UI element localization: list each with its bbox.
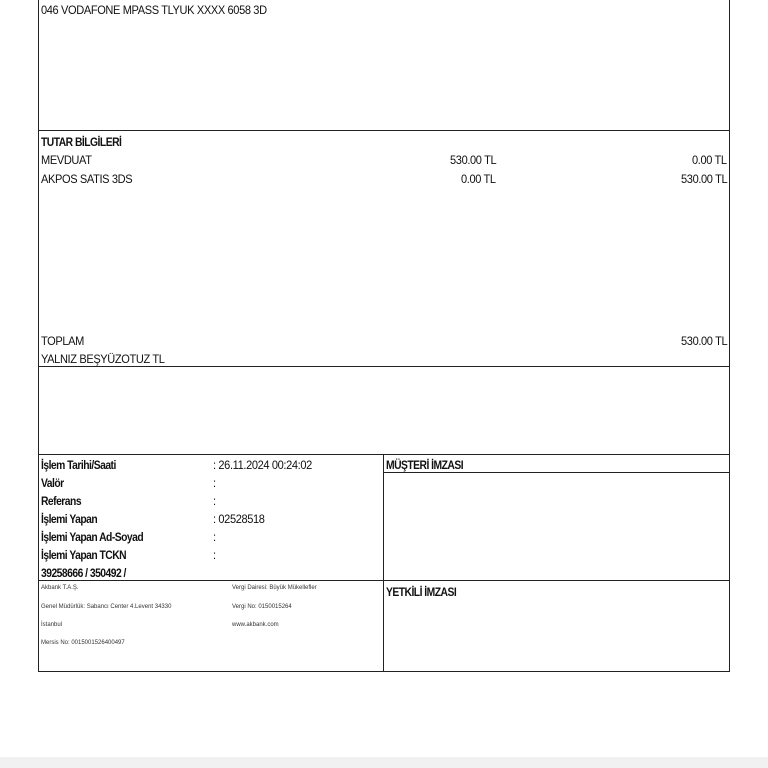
company-hq: Genel Müdürlük: Sabancı Center 4.Levent 34330 bbox=[41, 604, 172, 610]
transaction-description: 046 VODAFONE MPASS TLYUK XXXX 6058 3D bbox=[41, 3, 267, 17]
divider-top-section bbox=[38, 130, 730, 131]
customer-signature-label: MÜŞTERİ İMZASI bbox=[386, 458, 464, 472]
detail-label-operator: İşlemi Yapan bbox=[41, 512, 98, 526]
detail-value-operator: : 02528518 bbox=[213, 512, 265, 526]
page-bottom-strip bbox=[0, 757, 768, 768]
amounts-heading: TUTAR BİLGİLERİ bbox=[41, 135, 122, 149]
authorized-signature-label: YETKİLİ İMZASI bbox=[386, 585, 457, 599]
company-mersis: Mersis No: 0015001526400497 bbox=[41, 640, 125, 646]
company-tax-no: Vergi No: 0150015264 bbox=[232, 604, 292, 610]
amount-in-words: YALNIZ BEŞYÜZOTUZ TL bbox=[41, 352, 165, 366]
detail-value-valor: : bbox=[213, 476, 216, 490]
divider-footer-top bbox=[38, 580, 730, 581]
amount-row-label: AKPOS SATIS 3DS bbox=[41, 172, 133, 186]
amount-row-label: MEVDUAT bbox=[41, 153, 92, 167]
company-city: İstanbul bbox=[41, 622, 63, 628]
divider-details-top bbox=[38, 454, 730, 455]
total-label: TOPLAM bbox=[41, 334, 84, 348]
left-border-lower bbox=[38, 580, 39, 672]
detail-value-reference: : bbox=[213, 494, 216, 508]
detail-label-operator-tckn: İşlemi Yapan TCKN bbox=[41, 548, 127, 562]
company-website: www.akbank.com bbox=[232, 622, 279, 628]
detail-label-valor: Valör bbox=[41, 476, 64, 490]
right-border bbox=[729, 0, 730, 672]
detail-value-operator-tckn: : bbox=[213, 548, 216, 562]
amount-row-credit: 530.00 TL bbox=[680, 172, 727, 186]
detail-label-reference: Referans bbox=[41, 494, 82, 508]
divider-after-words bbox=[38, 366, 730, 367]
company-tax-office: Vergi Dairesi: Büyük Mükellefler bbox=[232, 585, 317, 591]
divider-bottom bbox=[38, 671, 730, 672]
divider-signature-header bbox=[383, 472, 730, 473]
detail-value-operator-name: : bbox=[213, 530, 216, 544]
amount-row-credit: 0.00 TL bbox=[692, 153, 727, 167]
amount-row-debit: 0.00 TL bbox=[461, 172, 496, 186]
left-border bbox=[38, 0, 39, 633]
middle-divider bbox=[383, 454, 384, 672]
detail-label-operator-name: İşlemi Yapan Ad-Soyad bbox=[41, 530, 144, 544]
company-name: Akbank T.A.Ş. bbox=[41, 585, 79, 591]
detail-value-date: : 26.11.2024 00:24:02 bbox=[213, 458, 312, 472]
total-value: 530.00 TL bbox=[680, 334, 727, 348]
footer-ids: 39258666 / 350492 / bbox=[41, 566, 126, 580]
amount-row-debit: 530.00 TL bbox=[449, 153, 496, 167]
detail-label-date: İşlem Tarihi/Saati bbox=[41, 458, 116, 472]
